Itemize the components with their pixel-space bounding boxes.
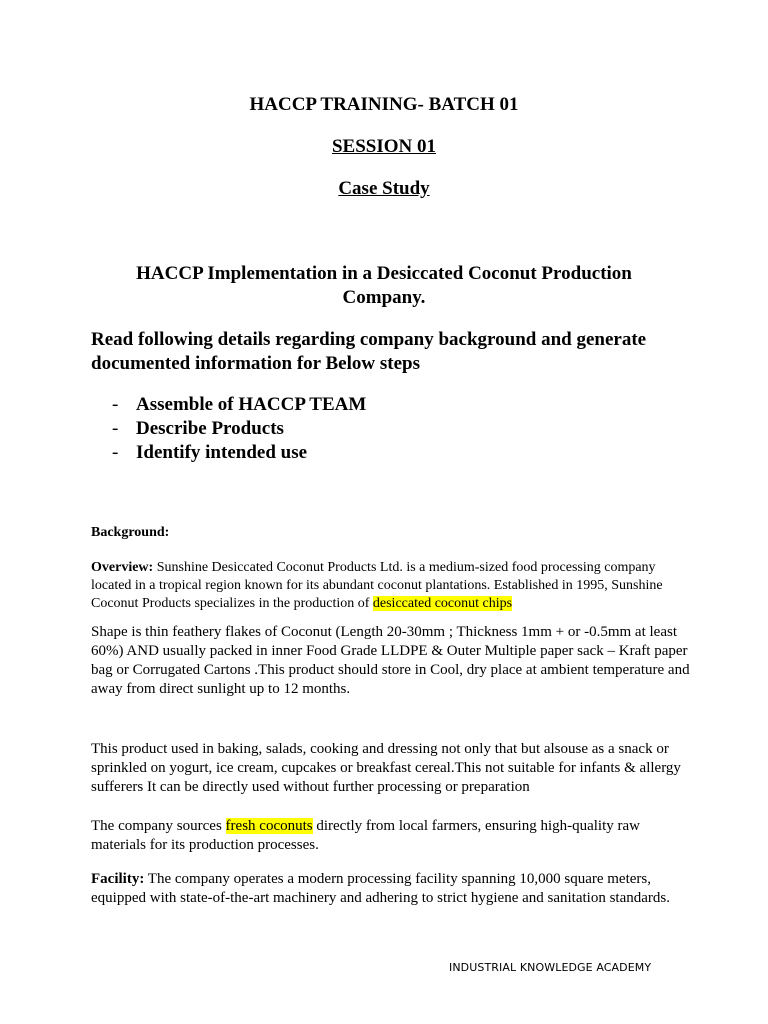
step-label: Describe Products [136,418,284,439]
shape-paragraph: Shape is thin feathery flakes of Coconut (Length 20-30mm ; Thickness 1mm + or -0.5mm at least 60%) AND usually packed in inner Food Grade LLDPE & Outer Multiple paper sack – Kraft paper bag or Corrugated Cartons .This product should store in Cool, dry place at ambient temperature and away from direct sunlight up to 12 months. [91,624,690,697]
step-label: Assemble of HACCP TEAM [136,394,367,415]
overview-text: Sunshine Desiccated Coconut Products Ltd. is a medium-sized food processing company located in a tropical region known for its abundant coconut plantations. Established in 1995, Sunshine Coconut Products specializes in the production of [91,560,663,611]
step-item [112,393,366,417]
overview-label: Overview: [91,560,154,575]
step-item [112,441,366,465]
facility-label: Facility: [91,871,145,887]
case-study-title: HACCP Implementation in a Desiccated Coconut Production Company. [136,263,632,308]
footer-academy-name: INDUSTRIAL KNOWLEDGE ACADEMY [449,961,652,974]
step-label: Identify intended use [136,442,308,463]
session-heading: SESSION 01 [331,136,437,157]
facility-text: The company operates a modern processing facility spanning 10,000 square meters, equipped with state-of-the-art machinery and adhering to strict hygiene and sanitation standards. [91,871,670,906]
document-title: HACCP TRAINING- BATCH 01 [249,94,519,115]
instruction-text: Read following details regarding company background and generate documented information for Below steps [91,329,647,374]
dash-bullet: - [112,442,119,463]
steps-list [112,393,366,465]
dash-bullet: - [112,394,119,415]
usage-paragraph: This product used in baking, salads, cooking and dressing not only that but alsouse as a snack or sprinkled on yogurt, ice cream, cupcakes or breakfast cereal.This not suitable for infants & allergy sufferers It can be directly used without further processing or preparation [91,741,681,795]
sources-paragraph [91,817,691,855]
sources-text-after: directly from local farmers, ensuring high-quality raw materials for its production processes. [91,818,641,853]
case-study-heading: Case Study [338,178,430,199]
overview-paragraph [91,559,691,613]
highlighted-raw-material: fresh coconuts [225,818,313,834]
background-label: Background: [91,525,170,540]
sources-text-before: The company sources [91,818,226,834]
step-item [112,417,366,441]
highlighted-product: desiccated coconut chips [372,596,513,611]
dash-bullet: - [112,418,119,439]
facility-paragraph [91,870,691,908]
